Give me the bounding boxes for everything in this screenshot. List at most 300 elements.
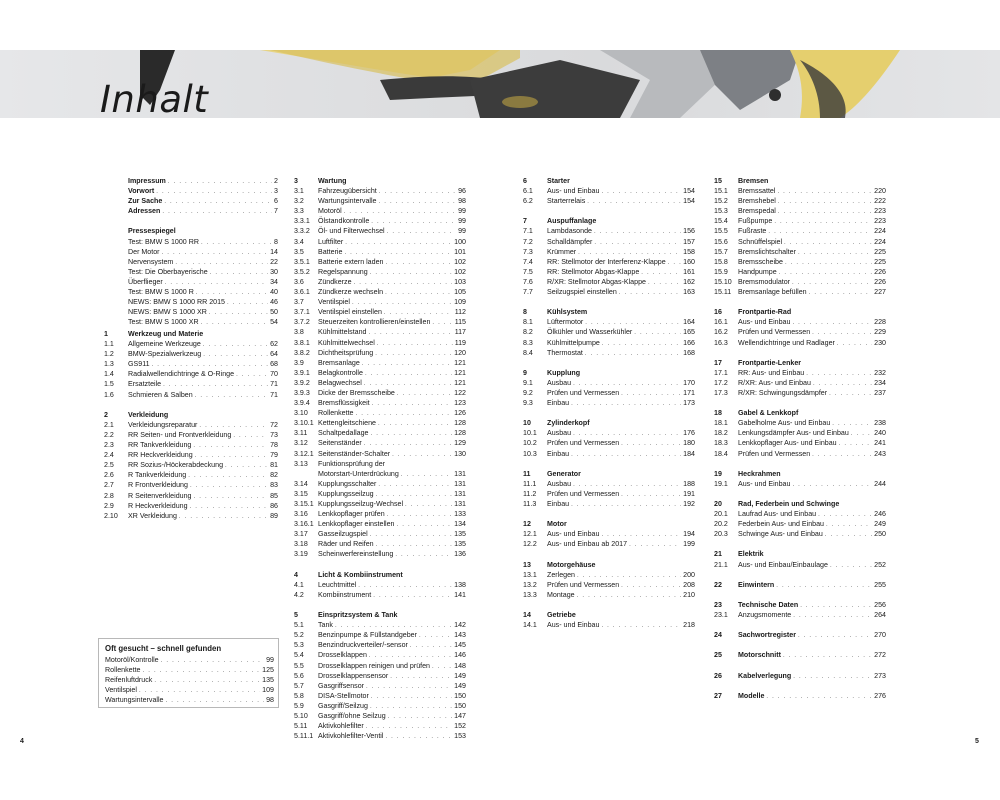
chapter-heading — [104, 329, 278, 339]
entry-page: 270 — [874, 631, 886, 640]
entry-label: Bremsanlage befüllen — [738, 288, 807, 297]
entry-label: Adressen — [128, 207, 161, 216]
dot-leader — [194, 492, 269, 502]
dot-leader — [233, 431, 268, 441]
entry-page: 115 — [454, 318, 466, 327]
entry-label: Zündkerze wechseln — [318, 288, 384, 297]
toc-entry — [294, 226, 466, 236]
entry-number: 2.2 — [104, 430, 114, 439]
dot-leader — [188, 471, 268, 481]
toc-entry — [294, 671, 466, 681]
chapter-group — [523, 307, 695, 357]
entry-page: 121 — [454, 378, 466, 387]
entry-page: 194 — [683, 530, 695, 539]
toc-entry — [104, 450, 278, 460]
entry-label: Bremspedal — [738, 207, 776, 216]
dot-leader — [388, 712, 452, 722]
entry-label: Prüfen und Vermessen — [738, 449, 811, 458]
toc-entry — [104, 460, 278, 470]
entry-number: 3.9.2 — [294, 378, 310, 387]
entry-number: 9 — [523, 368, 527, 377]
dot-leader — [190, 481, 268, 491]
entry-page: 232 — [874, 368, 886, 377]
entry-page: 133 — [454, 510, 466, 519]
entry-number: 3.9.4 — [294, 399, 310, 408]
toc-entry — [523, 317, 695, 327]
entry-page: 7 — [274, 207, 278, 216]
entry-label: Getriebe — [547, 611, 576, 620]
toc-entry — [294, 388, 466, 398]
entry-label: Leuchtmittel — [318, 580, 357, 589]
dot-leader — [195, 391, 268, 401]
entry-page: 180 — [683, 439, 695, 448]
entry-number: 10.1 — [523, 429, 537, 438]
entry-label: Zur Sache — [128, 197, 163, 206]
toc-entry — [294, 630, 466, 640]
entry-number: 3.3.1 — [294, 217, 310, 226]
entry-label: Bremsmodulator — [738, 277, 791, 286]
entry-page: 223 — [874, 207, 886, 216]
entry-page: 71 — [270, 380, 278, 389]
chapter-heading — [714, 307, 886, 317]
entry-number: 3.7.1 — [294, 308, 310, 317]
toc-entry — [294, 267, 466, 277]
toc-entry — [523, 489, 695, 499]
entry-number: 1.4 — [104, 370, 114, 379]
entry-page: 81 — [270, 461, 278, 470]
pressespiegel-entry — [128, 307, 278, 317]
entry-page: 241 — [874, 439, 886, 448]
dot-leader — [164, 197, 272, 207]
toc-entry — [523, 570, 695, 580]
dot-leader — [369, 328, 453, 338]
entry-number: 2.5 — [104, 461, 114, 470]
dot-leader — [432, 662, 452, 672]
entry-page: 228 — [874, 318, 886, 327]
entry-page: 121 — [454, 358, 466, 367]
entry-label: Schnüffelspiel — [738, 237, 783, 246]
entry-label: Ausbau — [547, 378, 572, 387]
dot-leader — [154, 676, 260, 686]
entry-number: 16 — [714, 308, 722, 317]
entry-label: Werkzeug und Materie — [128, 330, 204, 338]
often-searched-entry — [105, 675, 274, 685]
chapter-heading — [714, 671, 886, 681]
entry-label: Aktivkohlefilter — [318, 722, 364, 731]
entry-label: Bremslichtschalter — [738, 247, 796, 256]
dot-leader — [785, 258, 872, 268]
entry-label: Bremssattel — [738, 187, 776, 196]
entry-page: 85 — [270, 491, 278, 500]
entry-number: 3.4 — [294, 237, 304, 246]
chapter-heading — [714, 630, 886, 640]
entry-page: 40 — [270, 288, 278, 297]
dot-leader — [571, 450, 681, 460]
dot-leader — [784, 238, 872, 248]
toc-entry — [294, 327, 466, 337]
page-number-left: 4 — [20, 738, 24, 745]
dot-leader — [203, 340, 268, 350]
toc-entry — [294, 368, 466, 378]
entry-page: 135 — [454, 530, 466, 539]
entry-number: 7.1 — [523, 227, 533, 236]
entry-page: 218 — [683, 621, 695, 630]
chapter-group — [714, 630, 886, 640]
entry-label: RR Heckverkleidung — [128, 451, 193, 460]
entry-label: Bremsscheibe — [738, 257, 783, 266]
entry-label: Motoröl/Kontrolle — [105, 656, 159, 664]
dot-leader — [793, 611, 872, 621]
entry-page: 22 — [270, 257, 278, 266]
entry-number: 3.13 — [294, 459, 308, 468]
dot-leader — [621, 490, 681, 500]
entry-number: 3.3 — [294, 207, 304, 216]
dot-leader — [668, 258, 681, 268]
entry-label: Lüftermotor — [547, 318, 584, 327]
dot-leader — [826, 520, 872, 530]
entry-number: 3.17 — [294, 530, 308, 539]
entry-label: Test: BMW S 1000 XR — [128, 318, 199, 327]
toc-entry — [714, 237, 886, 247]
entry-number: 15.1 — [714, 187, 728, 196]
toc-entry — [294, 721, 466, 731]
entry-page: 128 — [454, 419, 466, 428]
entry-number: 15.9 — [714, 267, 728, 276]
chapter-group — [714, 408, 886, 458]
entry-label: RR: Stellmotor der Interferenz-Klappe — [547, 257, 666, 266]
dot-leader — [366, 682, 452, 692]
toc-entry — [294, 237, 466, 247]
dot-leader — [766, 692, 872, 702]
chapter-group — [294, 610, 466, 741]
dot-leader — [162, 248, 269, 258]
entry-page: 149 — [454, 681, 466, 690]
dot-leader — [397, 520, 453, 530]
chapter-group — [523, 610, 695, 630]
dot-leader — [401, 470, 452, 480]
entry-label: Zerlegen — [547, 570, 575, 579]
entry-number: 16.3 — [714, 338, 728, 347]
toc-entry — [714, 338, 886, 348]
chapter-heading — [104, 410, 278, 420]
dot-leader — [179, 512, 268, 522]
entry-label: R Frontverkleidung — [128, 481, 188, 490]
toc-entry — [523, 539, 695, 549]
chapter-heading — [714, 176, 886, 186]
entry-label: Fußpumpe — [738, 217, 773, 226]
entry-label: R Seitenverkleidung — [128, 491, 192, 500]
entry-page: 246 — [874, 510, 886, 519]
entry-label: RR: Stellmotor Abgas-Klappe — [547, 267, 640, 276]
chapter-heading — [523, 610, 695, 620]
toc-entry — [523, 327, 695, 337]
entry-number: 3.12 — [294, 439, 308, 448]
entry-page: 237 — [874, 388, 886, 397]
chapter-heading — [294, 570, 466, 580]
entry-number: 7.7 — [523, 288, 533, 297]
entry-label: Schmieren & Salben — [128, 390, 193, 399]
entry-page: 141 — [454, 590, 466, 599]
chapter-heading — [523, 560, 695, 570]
toc-entry — [714, 449, 886, 459]
entry-page: 171 — [683, 388, 695, 397]
toc-column-3 — [523, 176, 695, 640]
entry-label: Scheinwerfereinstellung — [318, 550, 394, 559]
dot-leader — [201, 238, 272, 248]
dot-leader — [778, 207, 872, 217]
entry-page: 226 — [874, 267, 886, 276]
header-band — [0, 50, 1000, 118]
entry-number: 3.3.2 — [294, 227, 310, 236]
entry-page: 243 — [874, 449, 886, 458]
entry-page: 109 — [454, 298, 466, 307]
entry-label: Auspuffanlage — [547, 217, 597, 226]
toc-entry — [523, 257, 695, 267]
entry-label: Federbein Aus- und Einbau — [738, 520, 824, 529]
front-matter-entry — [128, 176, 278, 186]
entry-page: 54 — [270, 318, 278, 327]
entry-page: 244 — [874, 479, 886, 488]
entry-page: 101 — [454, 247, 466, 256]
entry-page: 224 — [874, 227, 886, 236]
entry-label: Dichtheitsprüfung — [318, 348, 374, 357]
entry-label: Kühlmittelwechsel — [318, 338, 375, 347]
chapter-group — [104, 410, 278, 521]
entry-label: Kettengleitschiene — [318, 419, 376, 428]
entry-number: 7 — [523, 217, 527, 226]
chapter-group — [714, 176, 886, 297]
entry-number: 1.2 — [104, 350, 114, 359]
entry-label: Kombiinstrument — [318, 590, 372, 599]
entry-label: Kühlsystem — [547, 308, 588, 317]
chapter-group — [714, 650, 886, 660]
dot-leader — [236, 370, 268, 380]
toc-entry — [714, 368, 886, 378]
chapter-heading — [714, 580, 886, 590]
entry-label: Nervensystem — [128, 257, 174, 266]
dot-leader — [165, 696, 264, 706]
toc-entry — [294, 206, 466, 216]
entry-number: 9.2 — [523, 388, 533, 397]
chapter-heading — [714, 650, 886, 660]
entry-page: 255 — [874, 580, 886, 589]
toc-entry — [714, 519, 886, 529]
entry-page: 70 — [270, 370, 278, 379]
pressespiegel-entry — [128, 297, 278, 307]
toc-entry — [714, 509, 886, 519]
entry-page: 96 — [458, 187, 466, 196]
entry-number: 20.3 — [714, 530, 728, 539]
entry-label: Impressum — [128, 177, 166, 185]
entry-page: 2 — [274, 177, 278, 185]
entry-number: 20 — [714, 500, 722, 508]
entry-label: Aus- und Einbau — [547, 621, 600, 630]
entry-page: 156 — [683, 227, 695, 236]
dot-leader — [210, 268, 268, 278]
entry-label: R Heckverkleidung — [128, 501, 188, 510]
toc-entry — [523, 479, 695, 489]
chapter-heading — [523, 469, 695, 479]
entry-label: Handpumpe — [738, 267, 777, 276]
entry-page: 154 — [683, 197, 695, 206]
dot-leader — [378, 480, 452, 490]
entry-number: 3.9.3 — [294, 388, 310, 397]
entry-page: 192 — [683, 500, 695, 508]
entry-number: 1 — [104, 330, 108, 338]
entry-number: 14 — [523, 611, 531, 620]
entry-label: R Tankverkleidung — [128, 471, 187, 480]
toc-entry — [714, 247, 886, 257]
entry-page: 82 — [270, 471, 278, 480]
toc-entry — [294, 489, 466, 499]
entry-label: Benzindruckverteiler/-sensor — [318, 641, 408, 650]
entry-page: 170 — [683, 378, 695, 387]
dot-leader — [585, 349, 681, 359]
toc-entry — [294, 307, 466, 317]
dot-leader — [594, 238, 681, 248]
dot-leader — [387, 227, 456, 237]
front-matter-entry — [128, 196, 278, 206]
toc-entry — [523, 449, 695, 459]
dot-leader — [392, 450, 452, 460]
entry-label: Test: BMW S 1000 R — [128, 288, 194, 297]
entry-label: Gasgriff/Seilzug — [318, 701, 368, 710]
entry-number: 10.2 — [523, 439, 537, 448]
entry-page: 158 — [683, 247, 695, 256]
dot-leader — [375, 349, 452, 359]
entry-label: Schaltpedallage — [318, 429, 369, 438]
dot-leader — [778, 197, 872, 207]
entry-number: 20.1 — [714, 510, 728, 519]
entry-number: 3.5.1 — [294, 257, 310, 266]
entry-label: Regelspannung — [318, 267, 368, 276]
chapter-group — [714, 499, 886, 539]
entry-label: Seilzugspiel einstellen — [547, 288, 617, 297]
entry-page: 160 — [683, 257, 695, 266]
toc-entry — [294, 711, 466, 721]
entry-number: 2.4 — [104, 451, 114, 460]
entry-number: 3.18 — [294, 540, 308, 549]
toc-entry — [104, 440, 278, 450]
entry-number: 22 — [714, 580, 722, 589]
toc-entry — [714, 438, 886, 448]
entry-number: 2.6 — [104, 471, 114, 480]
front-matter-entry — [128, 206, 278, 216]
entry-label: Belagkontrolle — [318, 368, 363, 377]
entry-number: 14.1 — [523, 621, 537, 630]
dot-leader — [577, 591, 682, 601]
entry-label: Einwintern — [738, 580, 775, 589]
toc-entry — [294, 691, 466, 701]
chapter-group — [523, 469, 695, 509]
entry-number: 9.1 — [523, 378, 533, 387]
entry-label: Ventilspiel einstellen — [318, 308, 382, 317]
dot-leader — [621, 581, 681, 591]
entry-number: 6 — [523, 177, 527, 185]
entry-label: Überflieger — [128, 277, 163, 286]
toc-entry — [294, 358, 466, 368]
entry-page: 102 — [454, 257, 466, 266]
entry-number: 3.5 — [294, 247, 304, 256]
entry-label: Zylinderkopf — [547, 419, 590, 428]
dot-leader — [385, 732, 452, 742]
entry-number: 18.1 — [714, 419, 728, 428]
entry-label: Kabelverlegung — [738, 671, 792, 680]
toc-entry — [294, 661, 466, 671]
entry-page: 147 — [454, 711, 466, 720]
toc-entry — [714, 226, 886, 236]
dot-leader — [370, 429, 452, 439]
dot-leader — [370, 268, 452, 278]
entry-label: Lenkkopflager Aus- und Einbau — [738, 439, 837, 448]
toc-entry — [294, 257, 466, 267]
toc-entry — [523, 237, 695, 247]
entry-page: 163 — [683, 288, 695, 297]
entry-page: 100 — [454, 237, 466, 246]
pressespiegel-heading — [128, 226, 278, 236]
entry-number: 15.7 — [714, 247, 728, 256]
chapter-heading — [714, 691, 886, 701]
entry-page: 157 — [683, 237, 695, 246]
entry-label: Gabelholme Aus- und Einbau — [738, 419, 831, 428]
entry-number: 8 — [523, 308, 527, 317]
toc-entry — [294, 620, 466, 630]
dot-leader — [594, 227, 681, 237]
entry-label: GS911 — [128, 360, 150, 369]
entry-page: 136 — [454, 550, 466, 559]
entry-page: 71 — [270, 390, 278, 399]
entry-label: Drosselklappen reinigen und prüfen — [318, 661, 430, 670]
entry-number: 3.14 — [294, 479, 308, 488]
toc-entry — [294, 529, 466, 539]
entry-number: 3.19 — [294, 550, 308, 559]
entry-page: 14 — [270, 247, 278, 256]
entry-label: Aktivkohlefilter-Ventil — [318, 732, 384, 741]
chapter-heading — [523, 418, 695, 428]
entry-page: 176 — [683, 429, 695, 438]
toc-entry — [294, 348, 466, 358]
entry-number: 16.1 — [714, 318, 728, 327]
entry-number: 11.2 — [523, 489, 537, 498]
toc-entry — [294, 681, 466, 691]
toc-entry — [104, 379, 278, 389]
entry-number: 5.11 — [294, 722, 308, 731]
chapter-group — [104, 329, 278, 400]
chapter-group — [714, 691, 886, 701]
entry-page: 130 — [454, 449, 466, 458]
toc-entry — [523, 590, 695, 600]
entry-page: 162 — [683, 277, 695, 286]
entry-label: Frontpartie-Rad — [738, 308, 792, 317]
entry-page: 200 — [683, 570, 695, 579]
entry-page: 224 — [874, 237, 886, 246]
chapter-heading — [714, 499, 886, 509]
pressespiegel-entry — [128, 237, 278, 247]
dot-leader — [825, 530, 872, 540]
entry-page: 225 — [874, 257, 886, 266]
entry-number: 18.2 — [714, 429, 728, 438]
entry-page: 173 — [683, 399, 695, 408]
entry-number: 8.3 — [523, 338, 533, 347]
entry-number: 11 — [523, 469, 531, 478]
entry-page: 68 — [270, 360, 278, 369]
entry-number: 5.10 — [294, 711, 308, 720]
entry-page: 143 — [454, 631, 466, 640]
entry-label: R/XR: Aus- und Einbau — [738, 378, 811, 387]
dot-leader — [161, 656, 264, 666]
entry-label: Aus- und Einbau — [547, 530, 600, 539]
toc-entry — [294, 650, 466, 660]
